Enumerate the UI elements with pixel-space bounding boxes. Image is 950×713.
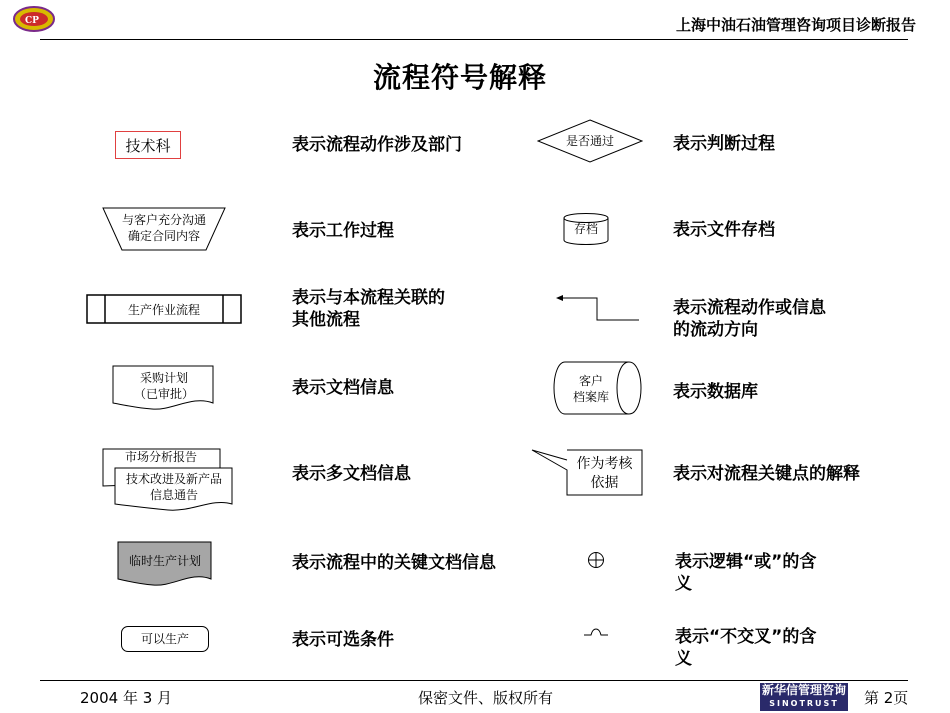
multi-document-front-label: 技术改进及新产品 信息通告 bbox=[125, 472, 222, 502]
desc-optional-condition: 表示可选条件 bbox=[292, 630, 394, 650]
key-document-symbol-label: 临时生产计划 bbox=[128, 554, 201, 568]
desc-decision: 表示判断过程 bbox=[673, 134, 775, 154]
no-crossing-icon bbox=[583, 624, 609, 638]
desc-logical-or: 表示逻辑“或”的含 义 bbox=[675, 552, 817, 594]
desc-work-process: 表示工作过程 bbox=[292, 221, 394, 241]
desc-annotation: 表示对流程关键点的解释 bbox=[673, 464, 860, 484]
desc-no-crossing: 表示“不交叉”的含 义 bbox=[675, 627, 817, 669]
database-symbol-label: 客户 档案库 bbox=[572, 374, 609, 404]
department-symbol-label: 技术科 bbox=[125, 136, 171, 155]
page-title: 流程符号解释 bbox=[372, 61, 547, 94]
flow-arrow-symbol bbox=[553, 290, 643, 324]
document-symbol-label: 采购计划 （已审批） bbox=[133, 371, 194, 401]
multi-document-back-label: 市场分析报告 bbox=[124, 450, 197, 464]
footer-date: 2004 年 3 月 bbox=[80, 689, 173, 707]
annotation-callout-label: 作为考核 依据 bbox=[576, 456, 633, 491]
optional-condition-symbol: 可以生产 bbox=[121, 626, 209, 652]
decision-symbol-label: 是否通过 bbox=[565, 134, 614, 148]
desc-multi-document: 表示多文档信息 bbox=[292, 464, 411, 484]
cp-logo-icon bbox=[12, 4, 56, 34]
desc-archive: 表示文件存档 bbox=[673, 220, 775, 240]
brand-logo bbox=[760, 683, 848, 711]
header-title: 上海中油石油管理咨询项目诊断报告 bbox=[675, 16, 916, 34]
footer-divider bbox=[40, 680, 908, 681]
brand-logo-cn: 新华信管理咨询 bbox=[761, 683, 846, 697]
page-number: 第 2页 bbox=[864, 689, 909, 707]
desc-key-document: 表示流程中的关键文档信息 bbox=[292, 553, 496, 573]
department-symbol bbox=[115, 131, 181, 159]
work-process-symbol-label: 与客户充分沟通 确定合同内容 bbox=[121, 213, 206, 243]
brand-logo-en: SINOTRUST bbox=[769, 699, 839, 708]
desc-document: 表示文档信息 bbox=[292, 378, 394, 398]
related-process-symbol-label: 生产作业流程 bbox=[127, 303, 200, 317]
desc-flow-arrow: 表示流程动作或信息 的流动方向 bbox=[673, 298, 826, 340]
desc-database: 表示数据库 bbox=[673, 382, 758, 402]
archive-symbol-label: 存档 bbox=[573, 222, 598, 236]
company-logo bbox=[12, 4, 56, 34]
desc-department: 表示流程动作涉及部门 bbox=[292, 135, 462, 155]
footer-confidential: 保密文件、版权所有 bbox=[418, 689, 554, 707]
logical-or-icon bbox=[587, 551, 605, 569]
desc-related-process: 表示与本流程关联的 其他流程 bbox=[292, 288, 445, 330]
svg-text:CP: CP bbox=[25, 16, 39, 26]
header-divider bbox=[40, 39, 908, 40]
